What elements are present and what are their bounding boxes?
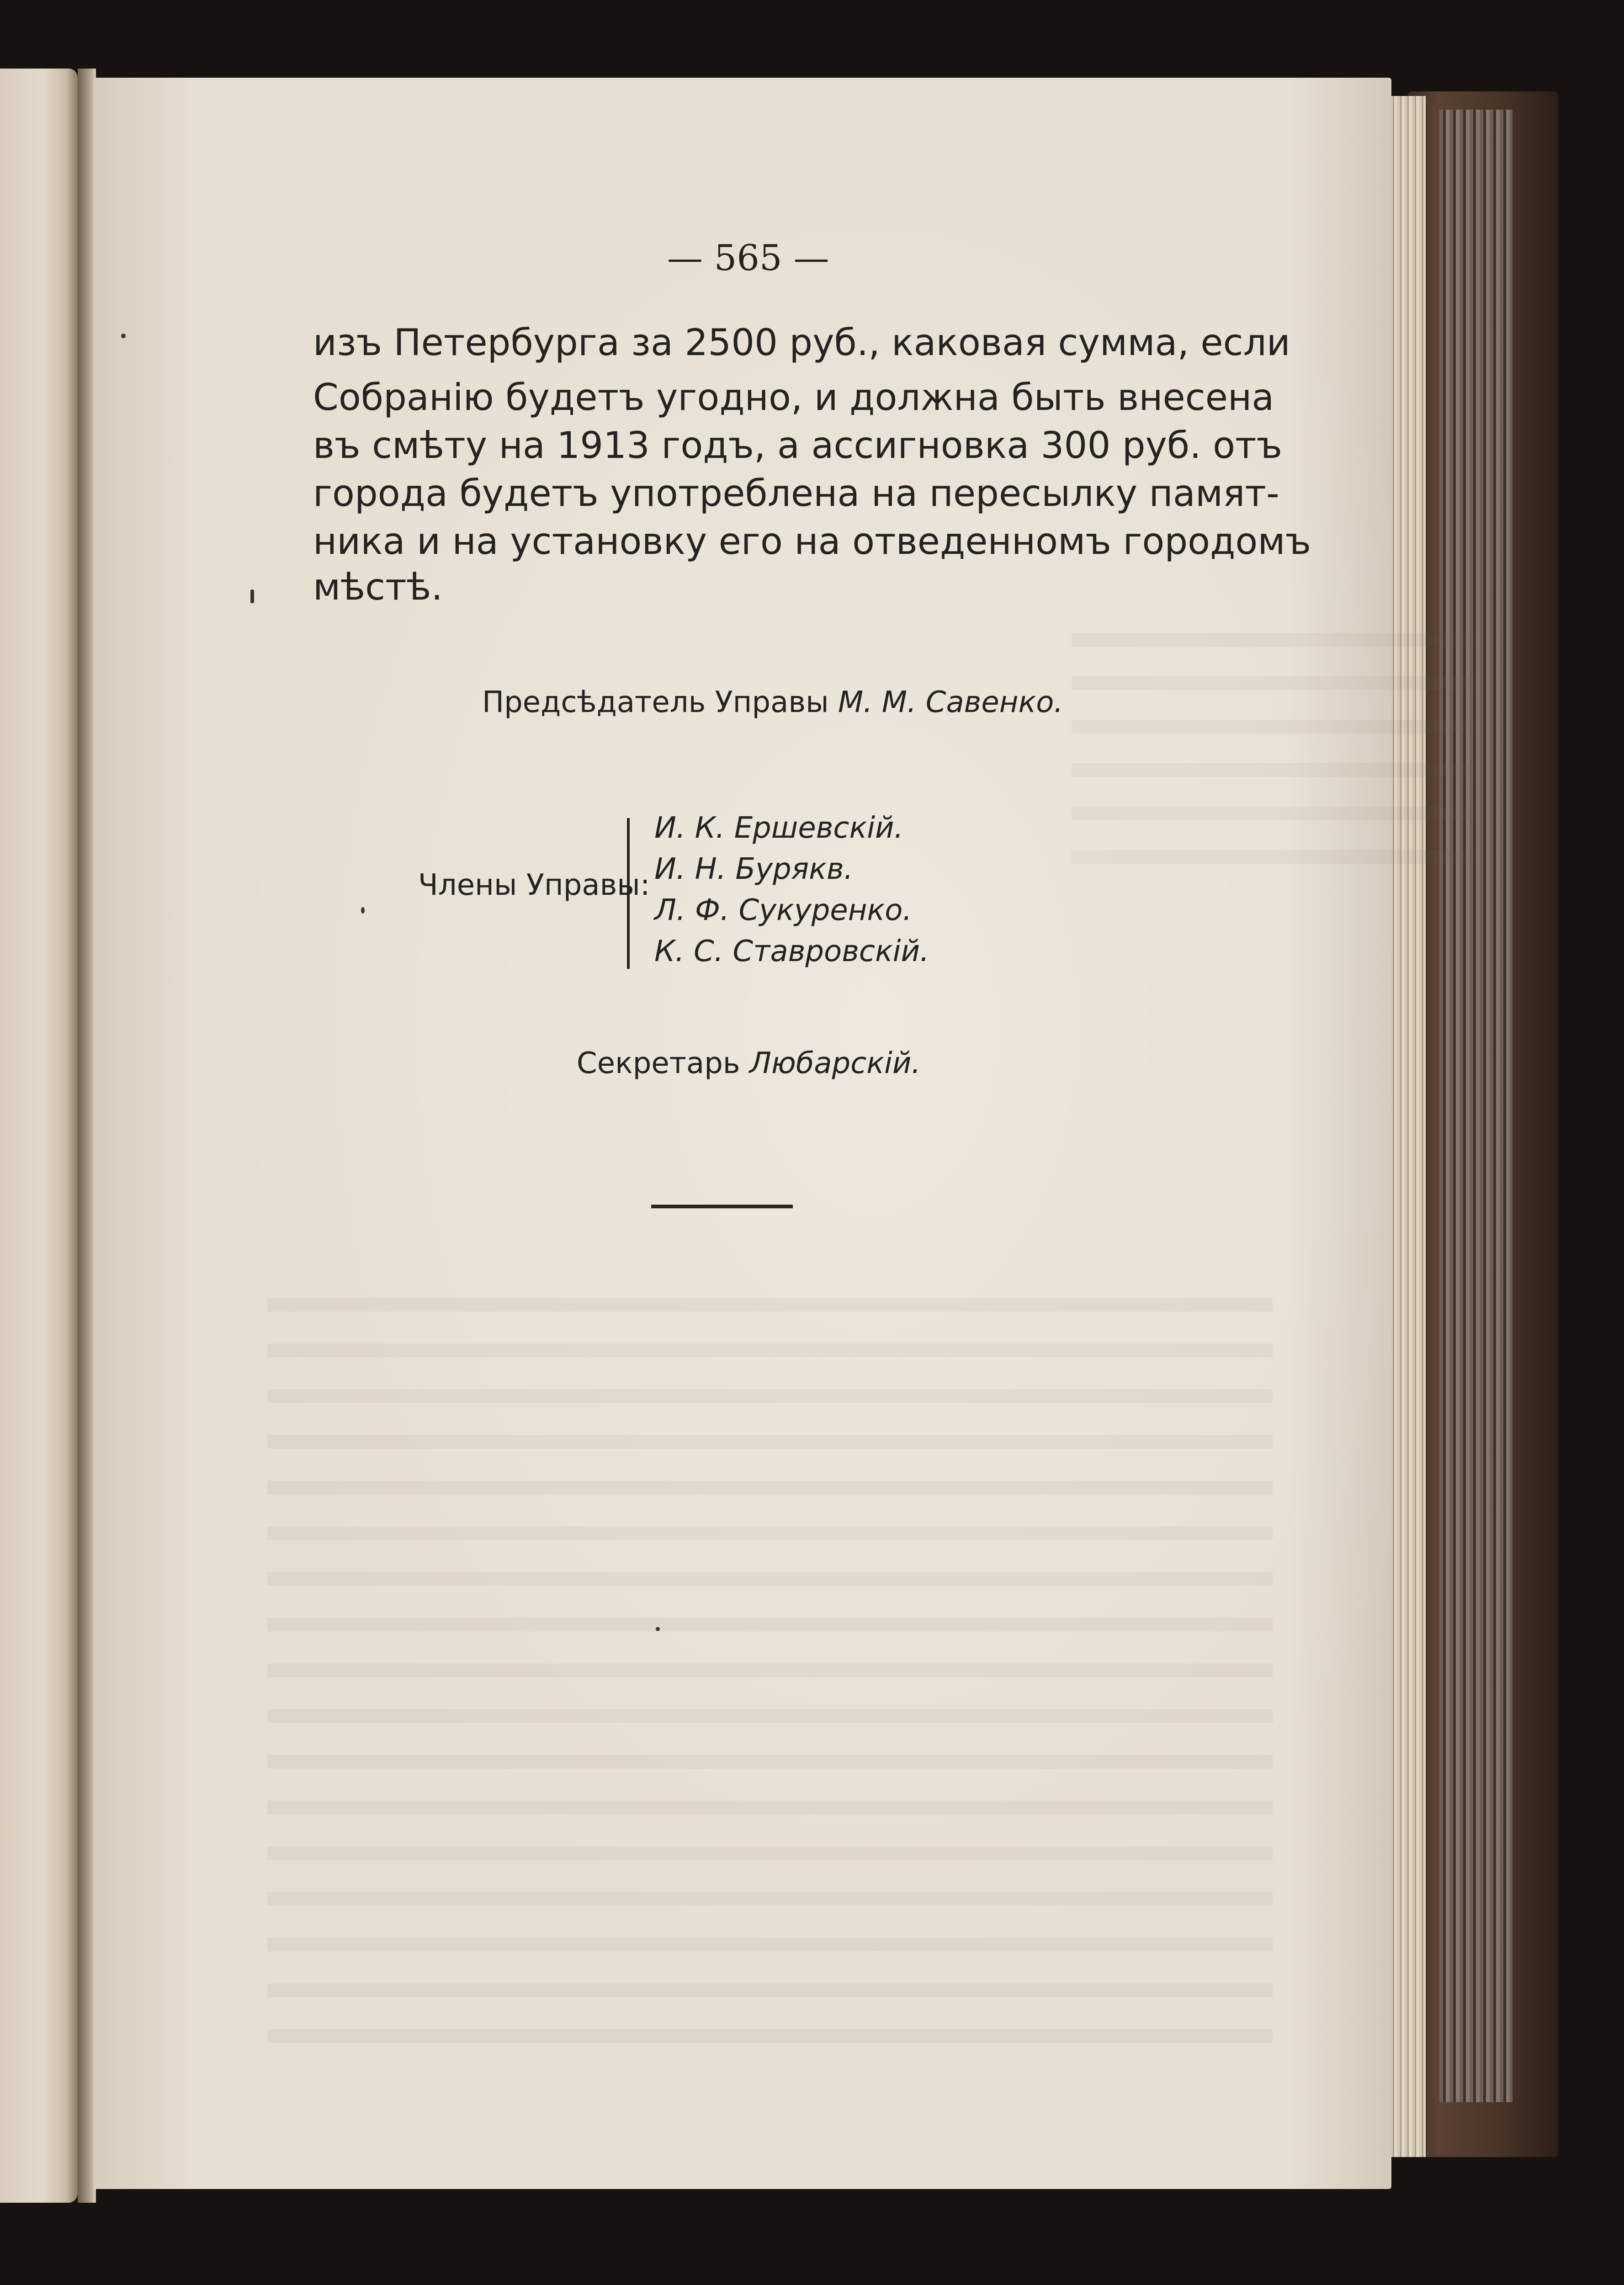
- member-name: Л. Ф. Сукуренко.: [654, 893, 912, 927]
- secretary-signature: [577, 1047, 921, 1080]
- body-line: изъ Петербурга за 2500 руб., каковая сумма, если: [313, 321, 1290, 364]
- secretary-title: Секретарь: [577, 1047, 740, 1080]
- paper-speck: [656, 1627, 660, 1631]
- chairman-title: Предсѣдатель Управы: [482, 686, 829, 719]
- member-name: И. К. Ершевскій.: [654, 811, 903, 845]
- paper-speck: [250, 590, 254, 603]
- secretary-name: Любарскій.: [749, 1047, 921, 1080]
- chairman-name: М. М. Савенко.: [838, 686, 1063, 719]
- show-through: [1072, 626, 1474, 864]
- paper-speck: [121, 334, 126, 338]
- paper-speck: [361, 907, 365, 914]
- body-line: мѣстѣ.: [313, 566, 443, 608]
- body-line: въ смѣту на 1913 годъ, а ассигновка 300 руб. отъ: [313, 424, 1283, 467]
- body-line: Собранію будетъ угодно, и должна быть внесена: [313, 376, 1274, 419]
- body-line: ника и на установку его на отведенномъ городомъ: [313, 520, 1311, 563]
- book-gutter: [78, 69, 96, 2203]
- page-number: — 565 —: [667, 238, 829, 279]
- page-stack-edge: [1439, 110, 1513, 2102]
- left-page-edge: [0, 69, 78, 2203]
- member-name: И. Н. Бурякв.: [654, 852, 853, 886]
- members-brace: [627, 818, 639, 969]
- body-line: города будетъ употреблена на пересылку памят-: [313, 472, 1279, 515]
- chairman-signature: [482, 686, 1063, 719]
- closing-rule: [651, 1205, 793, 1208]
- member-name: К. С. Ставровскій.: [654, 935, 929, 968]
- members-label: Члены Управы:: [418, 868, 650, 902]
- show-through: [267, 1266, 1273, 2043]
